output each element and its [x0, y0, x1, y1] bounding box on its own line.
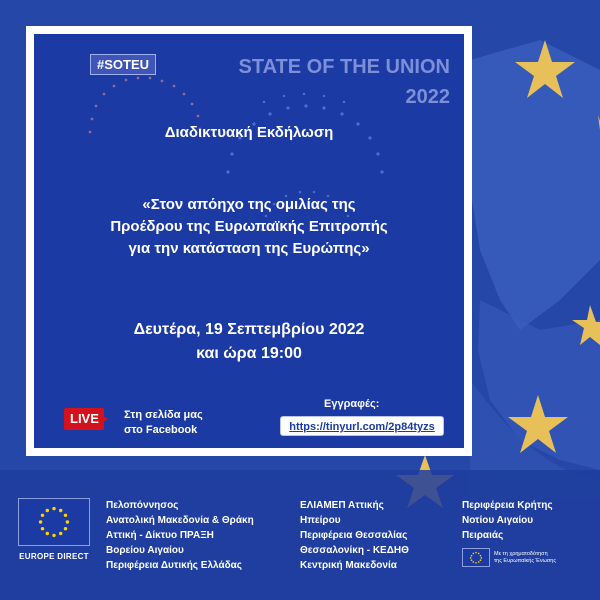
hashtag-badge: #SOTEU [90, 54, 156, 75]
event-type: Διαδικτυακή Εκδήλωση [164, 124, 334, 141]
quote-line-3: για την κατάσταση της Ευρώπης» [128, 240, 370, 257]
partners-column-1 [106, 498, 254, 573]
partner-item: Πελοπόννησος [106, 500, 179, 511]
eu-flag-icon [18, 498, 90, 546]
partner-item: ΕΛΙΑΜΕΠ Αττικής [300, 500, 384, 511]
title-line-1: STATE OF THE UNION [238, 56, 450, 78]
facebook-text-line-2: στο Facebook [124, 424, 198, 436]
partner-item: Βορείου Αιγαίου [106, 545, 184, 556]
partner-item: Πειραιάς [462, 530, 504, 541]
funding-text [494, 551, 556, 565]
event-panel [26, 26, 472, 456]
page-title [200, 52, 450, 112]
partner-item: Αττική - Δίκτυο ΠΡΑΞΗ [106, 530, 214, 541]
event-time: και ώρα 19:00 [196, 345, 302, 362]
partner-item: Ανατολική Μακεδονία & Θράκη [106, 515, 254, 526]
partner-item: Κεντρική Μακεδονία [300, 560, 397, 571]
facebook-text-line-1: Στη σελίδα μας [124, 409, 203, 421]
registration-link[interactable]: https://tinyurl.com/2p84tyzs [280, 416, 444, 436]
registration-label: Εγγραφές: [324, 398, 380, 410]
partner-item: Περιφέρεια Κρήτης [462, 500, 553, 511]
partner-item: Θεσσαλονίκη - ΚΕΔΗΘ [300, 545, 409, 556]
partners-column-2 [300, 498, 409, 573]
partner-item: Περιφέρεια Δυτικής Ελλάδας [106, 560, 243, 571]
footer [0, 482, 600, 600]
event-date: Δευτέρα, 19 Σεπτεμβρίου 2022 [133, 321, 365, 338]
quote-line-2: Προέδρου της Ευρωπαϊκής Επιτροπής [110, 218, 388, 235]
funding-line-2: της Ευρωπαϊκής Ένωσης [494, 557, 556, 564]
quote-line-1: «Στον απόηχο της ομιλίας της [142, 196, 356, 213]
live-camera-icon [100, 414, 108, 424]
europe-direct-text: EUROPE DIRECT [19, 552, 89, 561]
partner-item: Ηπείρου [300, 515, 341, 526]
partner-item: Νοτίου Αιγαίου [462, 515, 534, 526]
europe-direct-logo [18, 498, 90, 561]
event-datetime [34, 318, 464, 366]
partners-column-3 [462, 498, 553, 543]
eu-flag-icon [462, 548, 490, 567]
eu-funding-logo [462, 548, 556, 567]
facebook-live-text [124, 408, 203, 438]
partner-item: Περιφέρεια Θεσσαλίας [300, 530, 408, 541]
title-line-2: 2022 [405, 86, 450, 108]
event-title-quote [34, 194, 464, 260]
live-badge: LIVE [64, 408, 104, 430]
funding-line-1: Με τη χρηματοδότηση [494, 550, 548, 557]
